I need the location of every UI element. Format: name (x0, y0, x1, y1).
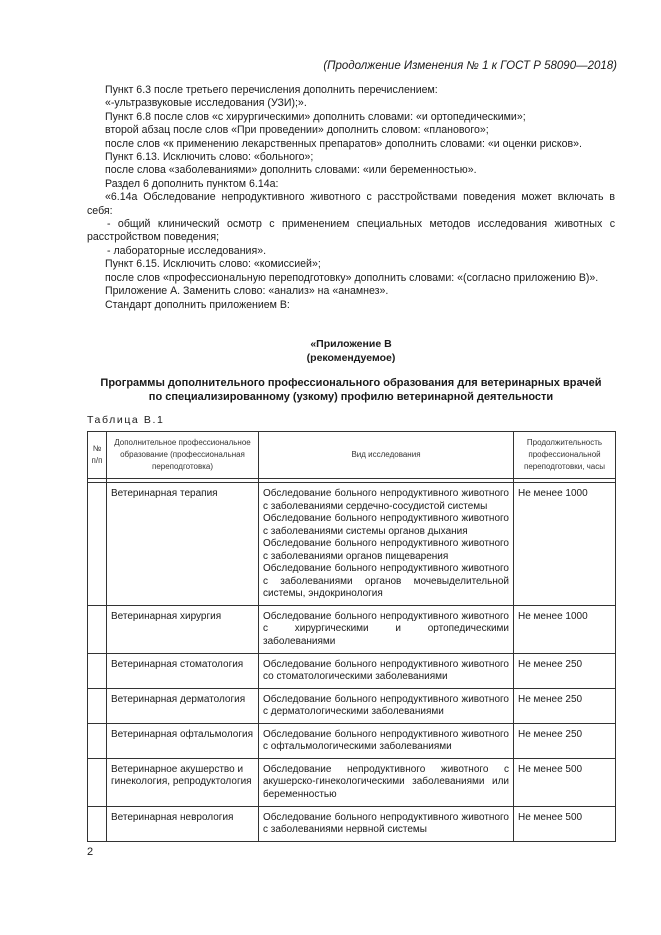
table-row (88, 806, 616, 841)
table-header-row (88, 432, 616, 479)
paragraph: - общий клинический осмотр с применением специальных методов исследования животных с расстройством поведения; (87, 218, 615, 244)
row-duration: Не менее 250 (514, 688, 616, 723)
row-kind: Обследование больного непродуктивного животного с офтальмологическими заболеваниями (259, 723, 514, 758)
kind-line: Обследование больного непродуктивного животного с заболеваниями органов пищеварения (263, 538, 509, 562)
row-kind: Обследование больного непродуктивного животного со стоматологическими заболеваниями (259, 653, 514, 688)
kind-line: Обследование больного непродуктивного животного с заболеваниями сердечно-сосудистой системы (263, 488, 509, 512)
row-num (88, 723, 107, 758)
paragraph: Пункт 6.13. Исключить слово: «больного»; (105, 151, 314, 164)
row-education: Ветеринарная терапия (107, 483, 259, 606)
document-header: (Продолжение Изменения № 1 к ГОСТ Р 58090—2018) (323, 60, 617, 72)
row-num (88, 605, 107, 653)
kind-line: Обследование больного непродуктивного животного с заболеваниями органов мочевыделительной системы, эндокринология (263, 563, 509, 599)
row-num (88, 653, 107, 688)
header-duration: Продолжительность профессиональной переподготовки, часы (514, 432, 616, 479)
paragraph: после слов «профессиональную переподготовку» дополнить словами: «(согласно приложению В)». (105, 271, 599, 284)
row-kind: Обследование больного непродуктивного животного с дерматологическими заболеваниями (259, 688, 514, 723)
header-num: № п/п (88, 432, 107, 479)
paragraph: после слова «заболеваниями» дополнить словами: «или беременностью». (105, 164, 477, 177)
paragraph: «-ультразвуковые исследования (УЗИ);». (105, 97, 307, 110)
program-title-line: по специализированному (узкому) профилю ветеринарной деятельности (148, 391, 554, 403)
appendix-subtitle: (рекомендуемое) (306, 352, 396, 364)
row-kind: Обследование больного непродуктивного животного с заболеваниями нервной системы (259, 806, 514, 841)
row-duration: Не менее 500 (514, 758, 616, 806)
kind-line: Обследование больного непродуктивного животного с заболеваниями системы органов дыхания (263, 513, 509, 537)
paragraph: после слов «к применению лекарственных препаратов» дополнить словами: «и оценки рисков». (105, 137, 582, 150)
row-education: Ветеринарная стоматология (107, 653, 259, 688)
table-row (88, 605, 616, 653)
row-duration: Не менее 500 (514, 806, 616, 841)
row-num (88, 758, 107, 806)
paragraph: Пункт 6.8 после слов «с хирургическими» дополнить словами: «и ортопедическими»; (105, 110, 526, 123)
program-title-line: Программы дополнительного профессионального образования для ветеринарных врачей (100, 377, 602, 389)
paragraph: «6.14а Обследование непродуктивного животного с расстройствами поведения может включать в себя: (87, 191, 615, 217)
paragraph: Приложение А. Заменить слово: «анализ» на «анамнез». (105, 285, 389, 298)
table-row (88, 758, 616, 806)
table-row (88, 653, 616, 688)
paragraph: Пункт 6.3 после третьего перечисления дополнить перечислением: (105, 84, 438, 96)
row-duration: Не менее 250 (514, 653, 616, 688)
row-education: Ветеринарная неврология (107, 806, 259, 841)
row-education: Ветеринарное акушерство и гинекология, репродуктология (107, 758, 259, 806)
header-kind: Вид исследования (259, 432, 514, 479)
row-num (88, 483, 107, 606)
row-duration: Не менее 250 (514, 723, 616, 758)
header-education: Дополнительное профессиональное образование (профессиональная переподготовка) (107, 432, 259, 479)
row-duration: Не менее 1000 (514, 483, 616, 606)
row-education: Ветеринарная дерматология (107, 688, 259, 723)
paragraph: Пункт 6.15. Исключить слово: «комиссией»; (105, 258, 321, 271)
table-row (88, 723, 616, 758)
table-label: Таблица В.1 (87, 414, 165, 426)
row-kind (259, 483, 514, 606)
program-title (87, 376, 615, 404)
amendment-text (87, 84, 615, 312)
paragraph: Стандарт дополнить приложением В: (105, 298, 290, 311)
table-row (88, 688, 616, 723)
table-row (88, 483, 616, 606)
appendix-title: «Приложение В (310, 338, 392, 350)
paragraph: Раздел 6 дополнить пунктом 6.14а: (105, 177, 279, 190)
row-kind: Обследование больного непродуктивного животного с хирургическими и ортопедическими заболеваниями (259, 605, 514, 653)
row-num (88, 806, 107, 841)
paragraph: - лабораторные исследования». (107, 244, 267, 257)
row-education: Ветеринарная офтальмология (107, 723, 259, 758)
row-duration: Не менее 1000 (514, 605, 616, 653)
paragraph: второй абзац после слов «При проведении» дополнить словом: «планового»; (105, 124, 489, 137)
page-number: 2 (87, 846, 94, 858)
row-education: Ветеринарная хирургия (107, 605, 259, 653)
row-num (88, 688, 107, 723)
row-kind: Обследование непродуктивного животного с акушерско-гинекологическими заболеваниями или беременностью (259, 758, 514, 806)
programs-table (87, 431, 616, 842)
